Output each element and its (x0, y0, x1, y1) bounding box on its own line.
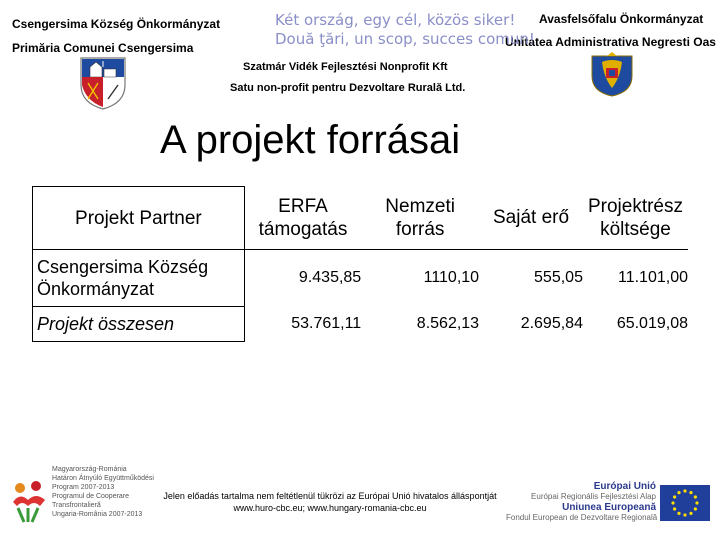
disclaimer (140, 490, 520, 514)
row-label (33, 250, 245, 307)
eu-star (673, 507, 676, 510)
program-line: Ungaria-România 2007-2013 (52, 511, 143, 518)
header-national (361, 187, 479, 250)
header-cell-text: Projektrész költsége (587, 195, 683, 240)
cell-project-cost: 11.101,00 (618, 269, 688, 287)
slogan-hu: Két ország, egy cél, közös siker! (275, 11, 516, 29)
cell-national: 8.562,13 (416, 315, 480, 332)
cell-erfa: 53.761,11 (291, 315, 362, 332)
eu-flag-icon (660, 485, 710, 521)
eu-star (695, 501, 698, 504)
page-title: A projekt forrásai (160, 118, 461, 162)
funding-table (32, 186, 688, 342)
header-cell-text: ERFA támogatás (258, 195, 348, 240)
row-label: Projekt összesen (33, 307, 245, 342)
avasfelsofalu-crest-icon (588, 48, 636, 98)
right-org-hu: Avasfelsőfalu Önkormányzat (539, 12, 704, 26)
eu-fund-ro: Fondul European de Dezvoltare Regională (506, 513, 658, 522)
eu-hu: Európai Unió (593, 481, 656, 492)
cell-project-cost: 65.019,08 (616, 315, 688, 332)
header-own (479, 187, 583, 250)
partner-org-ro: Satu non-profit pentru Dezvoltare Rurală Ltd. (230, 82, 466, 94)
program-line: Program 2007-2013 (52, 484, 115, 491)
program-line: Programul de Cooperare (52, 493, 130, 500)
table-row (33, 307, 689, 342)
cell-own: 2.695,84 (520, 315, 583, 332)
cell-own: 555,05 (534, 269, 583, 287)
eu-star (694, 495, 697, 498)
eu-star (683, 513, 686, 516)
cell-national: 1110,10 (423, 269, 480, 287)
table-row (33, 250, 689, 307)
eu-ro: Uniunea Europeană (562, 502, 656, 513)
header-cell-text: Saját erő (493, 207, 570, 229)
partner-org-hu: Szatmár Vidék Fejlesztési Nonprofit Kft (243, 61, 448, 73)
header-erfa (244, 187, 361, 250)
header-cell-text: Projekt Partner (75, 207, 202, 229)
eu-star (683, 489, 686, 492)
program-logo-icon (10, 480, 48, 524)
program-line: Magyarország-Románia (52, 466, 127, 473)
right-org-ro: Unitatea Administrativa Negresti Oas (505, 35, 716, 49)
program-line: Transfrontalieră (52, 502, 101, 509)
left-org-ro: Primăria Comunei Csengersima (12, 41, 194, 55)
row-label-text: Csengersima Község Önkormányzat (37, 257, 209, 299)
eu-star (694, 507, 697, 510)
slogan-ro: Două ţări, un scop, succes comun! (275, 30, 535, 48)
header-cell-text: Nemzeti forrás (385, 195, 455, 240)
eu-star (677, 491, 680, 494)
table-header-row (33, 187, 689, 250)
eu-star (677, 512, 680, 515)
csengersima-crest-icon (78, 55, 128, 111)
disclaimer-line: Jelen előadás tartalma nem feltétlenül tükrözi az Európai Unió hivatalos álláspontját (163, 491, 497, 501)
disclaimer-link-line[interactable]: www.huro-cbc.eu; www.hungary-romania-cbc.eu (233, 503, 427, 513)
eu-text-block (506, 481, 656, 523)
left-org-hu: Csengersima Község Önkormányzat (12, 17, 221, 31)
eu-star (689, 512, 692, 515)
eu-fund-hu: Európai Regionális Fejlesztési Alap (531, 492, 656, 501)
eu-star (671, 501, 674, 504)
program-line: Határon Átnyúló Együttműködési (52, 475, 154, 482)
eu-star (689, 491, 692, 494)
eu-star (673, 495, 676, 498)
header-partner (33, 187, 245, 250)
program-text (52, 465, 154, 519)
header-project-cost (583, 187, 688, 250)
slogan (275, 11, 535, 49)
cell-erfa: 9.435,85 (298, 269, 362, 287)
